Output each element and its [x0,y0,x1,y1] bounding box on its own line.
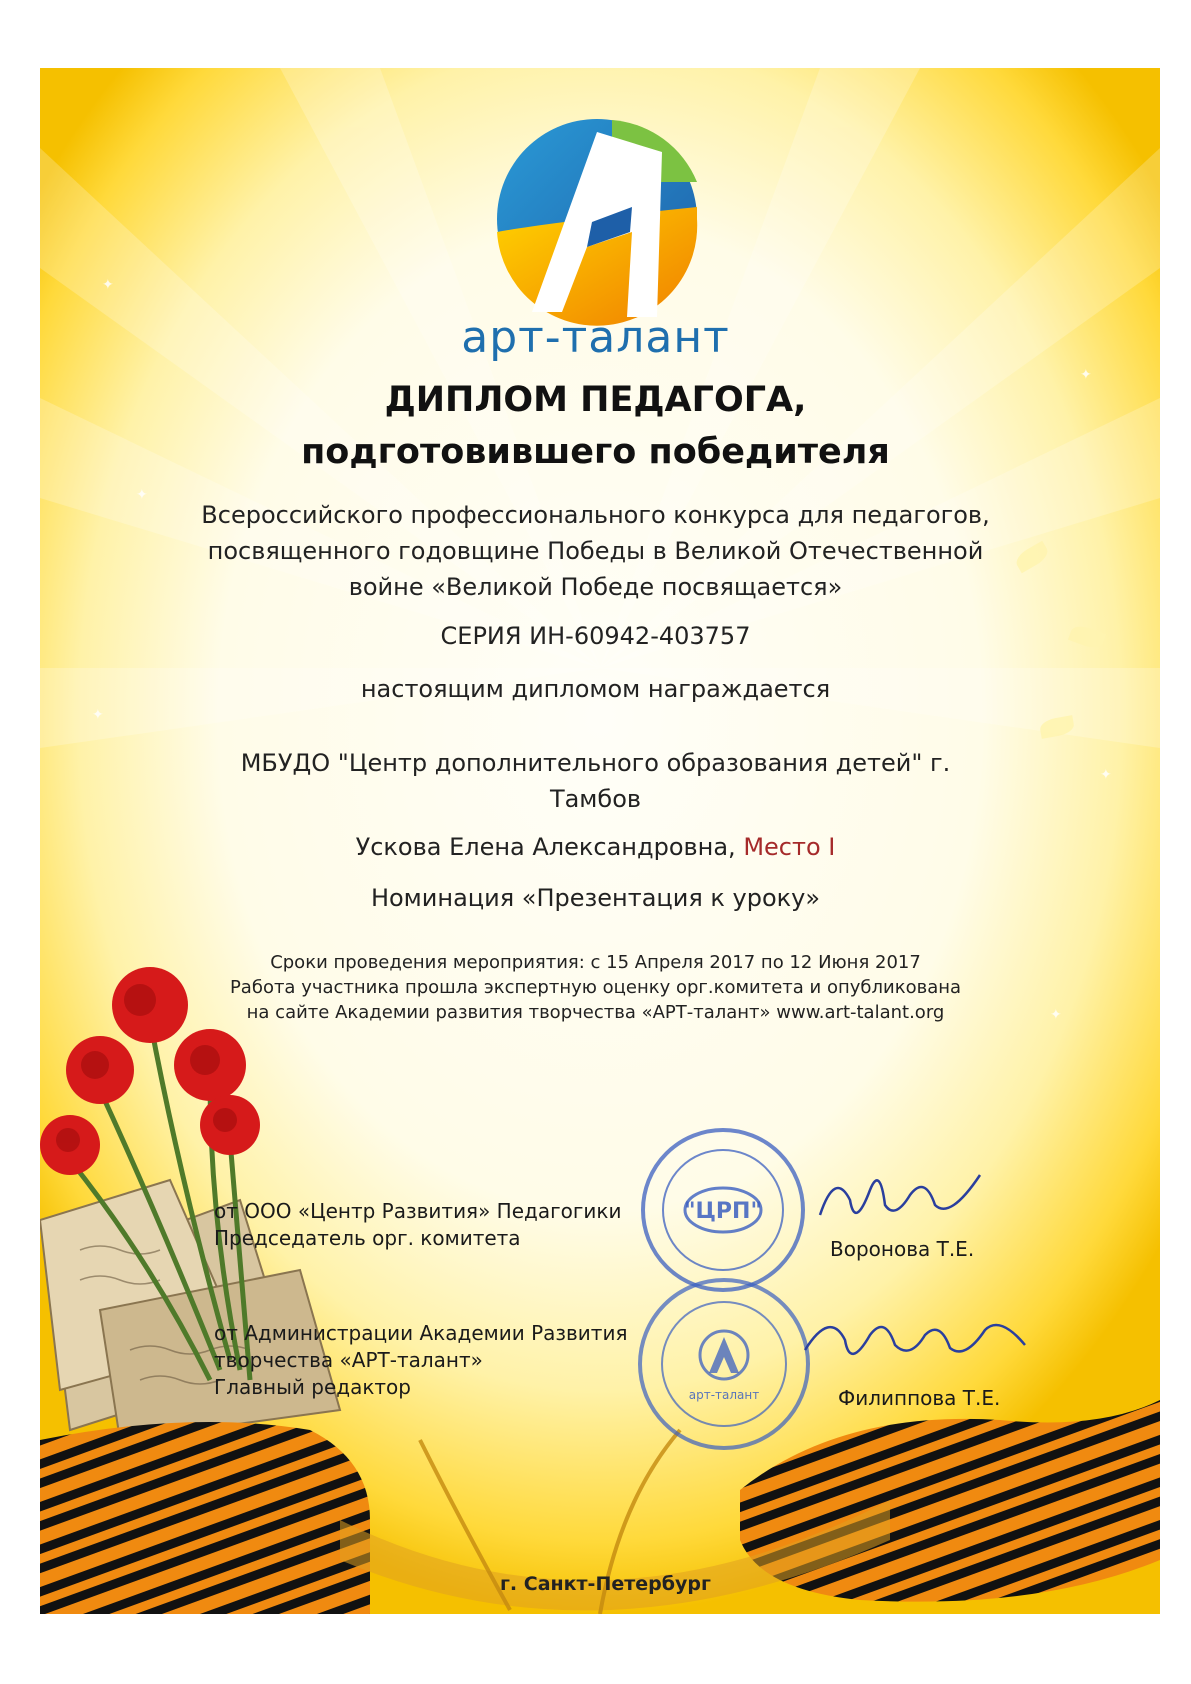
note-line: на сайте Академии развития творчества «АРТ-талант» www.art-talant.org [246,1002,945,1023]
contest-line: войне «Великой Победе посвящается» [348,573,843,601]
art-talant-logo-icon [492,112,702,327]
place-label: Место I [743,833,836,861]
winner-line [150,833,1041,861]
city-label: г. Санкт-Петербург [500,1573,711,1595]
diploma-title: ДИПЛОМ ПЕДАГОГА, [384,380,807,420]
contest-description [150,497,1041,605]
note-line: Сроки проведения мероприятия: с 15 Апреля 2017 по 12 Июня 2017 [270,952,921,973]
organization-line: МБУДО "Центр дополнительного образования детей" г. [240,749,951,777]
signature-position: Главный редактор [214,1375,411,1399]
sparkle-icon: ✦ [102,277,114,293]
sparkle-icon: ✦ [1050,1007,1062,1023]
sparkle-icon: ✦ [1080,367,1092,383]
signature-block-second [214,1320,628,1401]
signature-name-first: Воронова Т.Е. [830,1237,975,1261]
nomination: Номинация «Презентация к уроку» [370,884,821,912]
svg-text:"ЦРП": "ЦРП" [684,1199,762,1224]
brand-name: арт-талант [461,312,730,363]
signature-position: Председатель орг. комитета [214,1226,521,1250]
signature-voronova-icon [815,1160,985,1240]
signature-filippova-icon [800,1300,1030,1380]
winner-name: Ускова Елена Александровна, [355,833,736,861]
sparkle-icon: ✦ [136,487,148,503]
diploma-subtitle: подготовившего победителя [301,432,890,472]
svg-text:арт-талант: арт-талант [688,1388,760,1402]
organization-line: Тамбов [549,785,642,813]
sparkle-icon: ✦ [92,707,104,723]
signature-org: от Администрации Академии Развития [214,1321,628,1345]
sparkle-icon: ✦ [1100,767,1112,783]
contest-line: посвященного годовщине Победы в Великой Отечественной [207,537,984,565]
signature-block-first [214,1198,621,1252]
signature-name-second: Филиппова Т.Е. [838,1386,1001,1410]
contest-line: Всероссийского профессионального конкурса для педагогов, [201,501,990,529]
signature-org-continued: творчества «АРТ-талант» [214,1348,483,1372]
note-line: Работа участника прошла экспертную оценку орг.комитета и опубликована [229,977,962,998]
awarded-text: настоящим дипломом награждается [360,675,831,703]
art-talant-stamp-icon [635,1275,813,1453]
crp-stamp-icon [638,1125,808,1295]
organization-name [150,745,1041,817]
diploma-series: СЕРИЯ ИН-60942-403757 [440,622,751,650]
signature-org: от ООО «Центр Развития» Педагогики [214,1199,622,1223]
